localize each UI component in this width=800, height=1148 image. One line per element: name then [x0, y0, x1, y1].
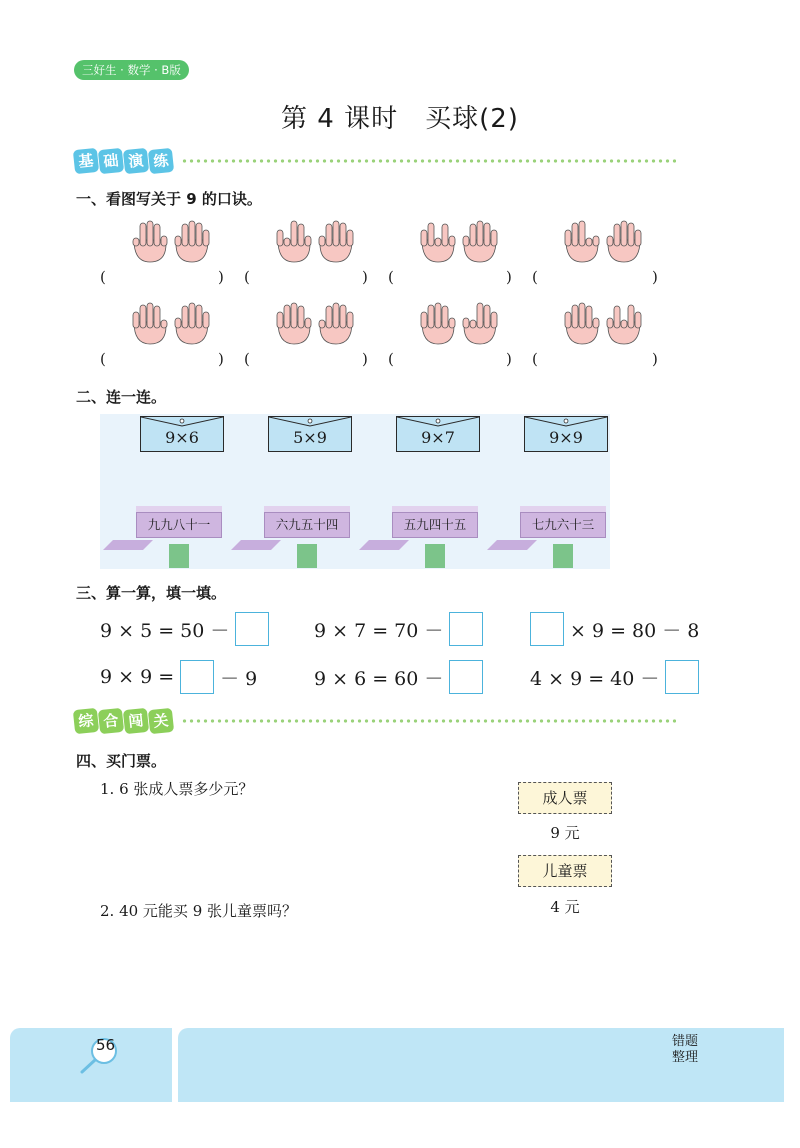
equation	[530, 612, 699, 646]
envelope-card[interactable]	[396, 416, 480, 452]
banner-char: 练	[148, 148, 174, 174]
answer-box[interactable]	[530, 612, 564, 646]
answer-box[interactable]	[449, 660, 483, 694]
envelope-expression: 9×9	[549, 428, 583, 447]
banner-char: 础	[98, 148, 124, 174]
banner-char: 演	[123, 148, 149, 174]
banner-label-comprehensive	[74, 709, 173, 733]
dotted-divider	[181, 719, 676, 723]
answer-paren-open[interactable]: (	[388, 350, 394, 368]
board-post	[169, 544, 189, 568]
banner-char: 闯	[123, 708, 149, 734]
answer-paren-open[interactable]: (	[532, 350, 538, 368]
envelope-expression: 5×9	[293, 428, 327, 447]
child-ticket: 儿童票	[518, 855, 612, 887]
answer-paren-open[interactable]: (	[244, 350, 250, 368]
answer-board[interactable]: 六九五十四	[264, 512, 350, 538]
answer-box[interactable]	[235, 612, 269, 646]
answer-box[interactable]	[449, 612, 483, 646]
comprehensive-banner	[74, 710, 676, 732]
hands-icon	[126, 300, 218, 346]
answer-paren-close[interactable]: )	[506, 350, 512, 368]
lesson-title: 第 4 课时 买球(2)	[281, 104, 519, 134]
hands-icon	[126, 218, 218, 264]
answer-board[interactable]: 五九四十五	[392, 512, 478, 538]
answer-box[interactable]	[180, 660, 214, 694]
hands-icon	[414, 300, 506, 346]
adult-ticket: 成人票	[518, 782, 612, 814]
equation-text: 9 × 5 = 50 －	[100, 619, 230, 642]
equation	[100, 612, 269, 646]
banner-label-basic	[74, 149, 173, 173]
answer-paren-open[interactable]: (	[532, 268, 538, 286]
dotted-divider	[181, 159, 676, 163]
board-post	[553, 544, 573, 568]
wrong-label-line: 错题	[671, 1034, 698, 1049]
equation-text: 9 × 7 = 70 －	[314, 619, 444, 642]
equation-text: 4 × 9 = 40 －	[530, 667, 660, 690]
q4-heading: 四、买门票。	[76, 752, 167, 770]
hands-icon	[270, 300, 362, 346]
answer-box[interactable]	[665, 660, 699, 694]
banner-char: 基	[73, 148, 99, 174]
equation	[314, 660, 483, 694]
hands-icon	[558, 218, 650, 264]
equation	[314, 612, 483, 646]
answer-paren-close[interactable]: )	[218, 350, 224, 368]
answer-paren-close[interactable]: )	[652, 268, 658, 286]
board-post	[425, 544, 445, 568]
equation	[100, 660, 257, 694]
equation-text: × 9 = 80 － 8	[570, 619, 700, 642]
adult-ticket-price: 9 元	[550, 824, 580, 842]
answer-paren-open[interactable]: (	[244, 268, 250, 286]
equation-text: － 9	[220, 667, 258, 690]
answer-paren-close[interactable]: )	[506, 268, 512, 286]
banner-char: 合	[98, 708, 124, 734]
hands-icon	[270, 218, 362, 264]
equation-text: 9 × 9 =	[100, 666, 175, 688]
answer-board[interactable]: 九九八十一	[136, 512, 222, 538]
answer-paren-close[interactable]: )	[652, 350, 658, 368]
board-post	[297, 544, 317, 568]
equation-text: 9 × 6 = 60 －	[314, 667, 444, 690]
series-badge: 三好生 · 数学 · B版	[74, 60, 189, 80]
envelope-card[interactable]	[140, 416, 224, 452]
hands-icon	[558, 300, 650, 346]
q1-heading: 一、看图写关于 9 的口诀。	[76, 190, 262, 208]
answer-paren-close[interactable]: )	[362, 268, 368, 286]
envelope-card[interactable]	[524, 416, 608, 452]
answer-paren-open[interactable]: (	[100, 268, 106, 286]
answer-paren-close[interactable]: )	[362, 350, 368, 368]
envelope-card[interactable]	[268, 416, 352, 452]
banner-char: 关	[148, 708, 174, 734]
answer-board[interactable]: 七九六十三	[520, 512, 606, 538]
page-number: 56	[96, 1036, 116, 1054]
envelope-expression: 9×6	[165, 428, 199, 447]
answer-paren-close[interactable]: )	[218, 268, 224, 286]
basic-practice-banner	[74, 150, 676, 172]
question-1: 1. 6 张成人票多少元？	[100, 780, 254, 798]
q3-heading: 三、算一算，填一填。	[76, 584, 227, 602]
envelope-expression: 9×7	[421, 428, 455, 447]
banner-char: 综	[73, 708, 99, 734]
answer-paren-open[interactable]: (	[100, 350, 106, 368]
wrong-label-line: 整理	[671, 1050, 698, 1065]
question-2: 2. 40 元能买 9 张儿童票吗？	[100, 902, 298, 920]
wrong-questions-label	[668, 1034, 702, 1066]
child-ticket-price: 4 元	[550, 898, 580, 916]
equation	[530, 660, 699, 694]
hands-icon	[414, 218, 506, 264]
answer-paren-open[interactable]: (	[388, 268, 394, 286]
q2-heading: 二、连一连。	[76, 388, 167, 406]
